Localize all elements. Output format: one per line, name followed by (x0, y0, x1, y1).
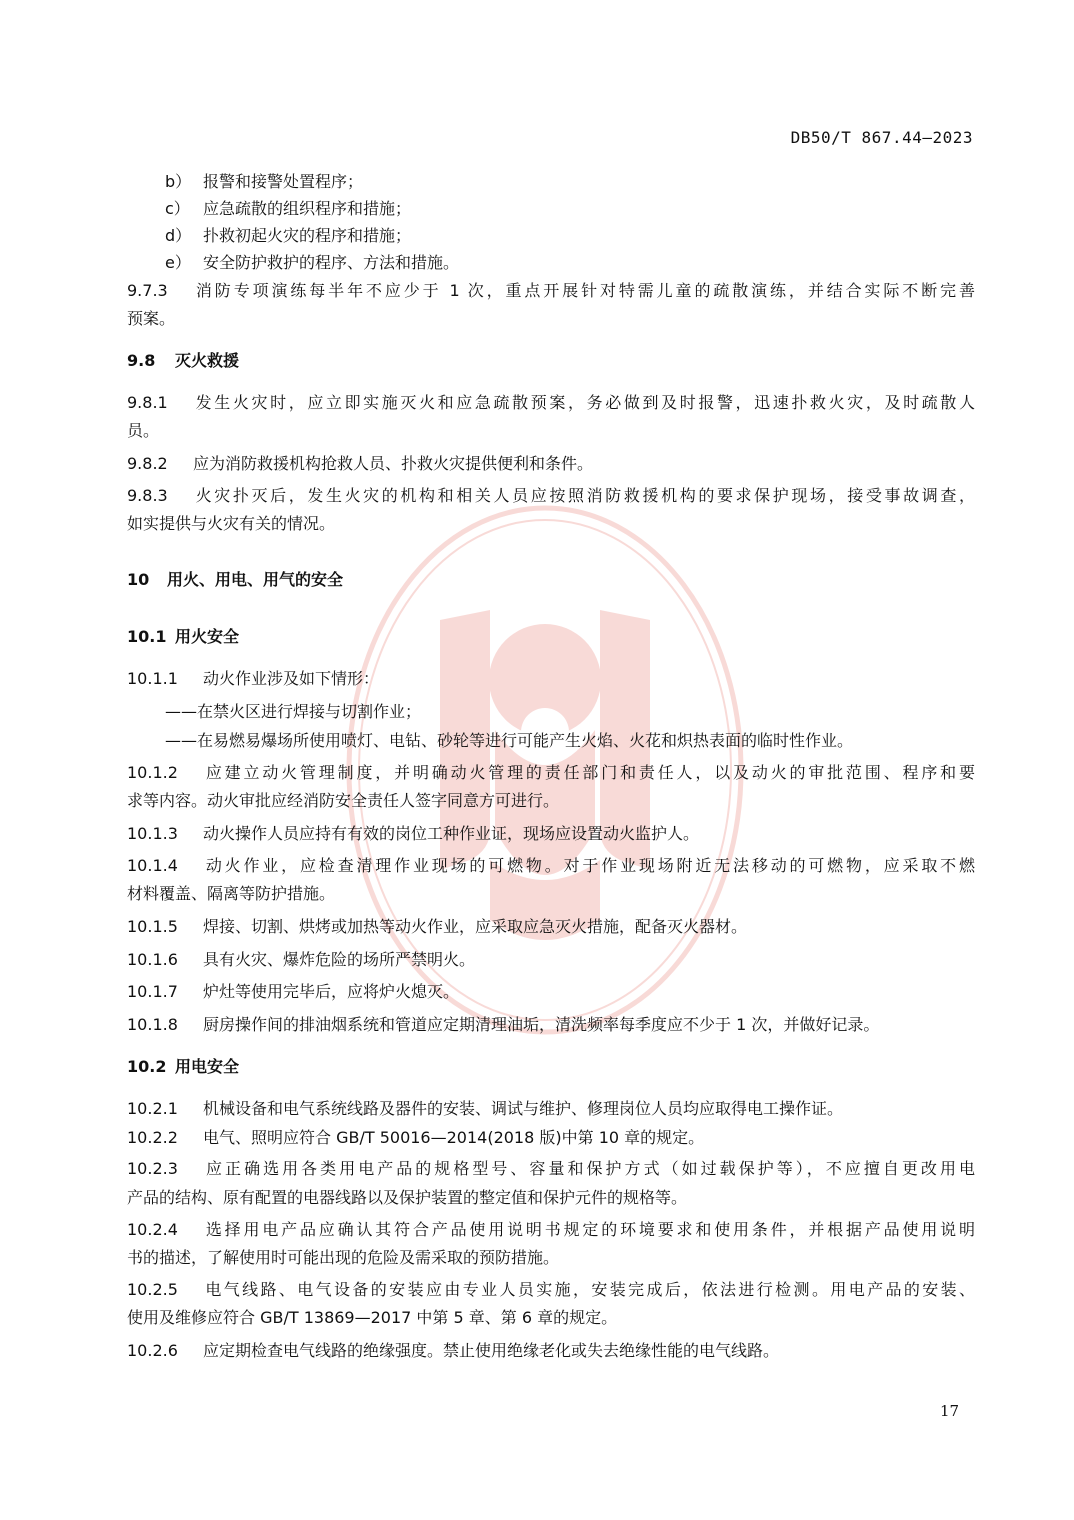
clause-9-8-1-cont: 员。 (127, 421, 160, 440)
list-item-d: d） 扑救初起火灾的程序和措施； (165, 226, 412, 245)
section-heading-10-1: 10.1 用火安全 (127, 627, 240, 646)
clause-10-1-1: 10.1.1 动火作业涉及如下情形： (127, 669, 380, 688)
dash-item-1: ——在禁火区进行焊接与切割作业； (165, 702, 422, 721)
clause-10-1-4-cont: 材料覆盖、隔离等防护措施。 (127, 884, 336, 903)
clause-10-2-1: 10.2.1 机械设备和电气系统线路及器件的安装、调试与维护、修理岗位人员均应取得电工操作证。 (127, 1099, 844, 1118)
clause-10-2-4: 10.2.4 选择用电产品应确认其符合产品使用说明书规定的环境要求和使用条件，并根据产品使用说明 (127, 1220, 975, 1239)
clause-10-2-2: 10.2.2 电气、照明应符合 GB/T 50016—2014(2018 版)中第 10 章的规定。 (127, 1128, 705, 1147)
clause-10-1-3: 10.1.3 动火操作人员应持有有效的岗位工种作业证，现场应设置动火监护人。 (127, 824, 700, 843)
section-heading-10-2: 10.2 用电安全 (127, 1057, 240, 1076)
list-item-e: e） 安全防护救护的程序、方法和措施。 (165, 253, 460, 272)
clause-10-1-2: 10.1.2 应建立动火管理制度，并明确动火管理的责任部门和责任人，以及动火的审批范围、程序和要 (127, 763, 975, 782)
clause-9-8-3-cont: 如实提供与火灾有关的情况。 (127, 514, 336, 533)
clause-9-8-1: 9.8.1 发生火灾时，应立即实施灭火和应急疏散预案，务必做到及时报警，迅速扑救火灾，及时疏散人 (127, 393, 975, 412)
clause-10-1-4: 10.1.4 动火作业，应检查清理作业现场的可燃物。对于作业现场附近无法移动的可燃物，应采取不燃 (127, 856, 975, 875)
clause-10-2-3: 10.2.3 应正确选用各类用电产品的规格型号、容量和保护方式（如过载保护等），不应擅自更改用电 (127, 1159, 975, 1178)
section-heading-9-8: 9.8 灭火救援 (127, 351, 240, 370)
clause-10-2-3-cont: 产品的结构、原有配置的电器线路以及保护装置的整定值和保护元件的规格等。 (127, 1188, 688, 1207)
clause-9-8-3: 9.8.3 火灾扑灭后，发生火灾的机构和相关人员应按照消防救援机构的要求保护现场，接受事故调查， (127, 486, 975, 505)
document-code: DB50/T 867.44—2023 (790, 128, 973, 147)
clause-10-2-4-cont: 书的描述，了解使用时可能出现的危险及需采取的预防措施。 (127, 1248, 560, 1267)
clause-9-8-2: 9.8.2 应为消防救援机构抢救人员、扑救火灾提供便利和条件。 (127, 454, 594, 473)
clause-10-2-6: 10.2.6 应定期检查电气线路的绝缘强度。禁止使用绝缘老化或失去绝缘性能的电气线路。 (127, 1341, 780, 1360)
chapter-heading-10: 10 用火、用电、用气的安全 (127, 570, 344, 589)
clause-10-1-5: 10.1.5 焊接、切割、烘烤或加热等动火作业，应采取应急灭火措施，配备灭火器材。 (127, 917, 748, 936)
clause-10-1-2-cont: 求等内容。动火审批应经消防安全责任人签字同意方可进行。 (127, 791, 560, 810)
dash-item-2: ——在易燃易爆场所使用喷灯、电钻、砂轮等进行可能产生火焰、火花和炽热表面的临时性作业。 (165, 731, 854, 750)
page-number: 17 (940, 1402, 960, 1420)
clause-10-1-7: 10.1.7 炉灶等使用完毕后，应将炉火熄灭。 (127, 982, 460, 1001)
clause-10-1-6: 10.1.6 具有火灾、爆炸危险的场所严禁明火。 (127, 950, 476, 969)
clause-10-1-8: 10.1.8 厨房操作间的排油烟系统和管道应定期清理油垢，清洗频率每季度应不少于 1 次，并做好记录。 (127, 1015, 880, 1034)
clause-9-7-3-cont: 预案。 (127, 309, 176, 328)
clause-10-2-5-cont: 使用及维修应符合 GB/T 13869—2017 中第 5 章、第 6 章的规定。 (127, 1308, 618, 1327)
clause-9-7-3: 9.7.3 消防专项演练每半年不应少于 1 次，重点开展针对特需儿童的疏散演练，并结合实际不断完善 (127, 281, 975, 300)
clause-10-2-5: 10.2.5 电气线路、电气设备的安装应由专业人员实施，安装完成后，依法进行检测。用电产品的安装、 (127, 1280, 975, 1299)
list-item-b: b） 报警和接警处置程序； (165, 172, 364, 191)
list-item-c: c） 应急疏散的组织程序和措施； (165, 199, 412, 218)
